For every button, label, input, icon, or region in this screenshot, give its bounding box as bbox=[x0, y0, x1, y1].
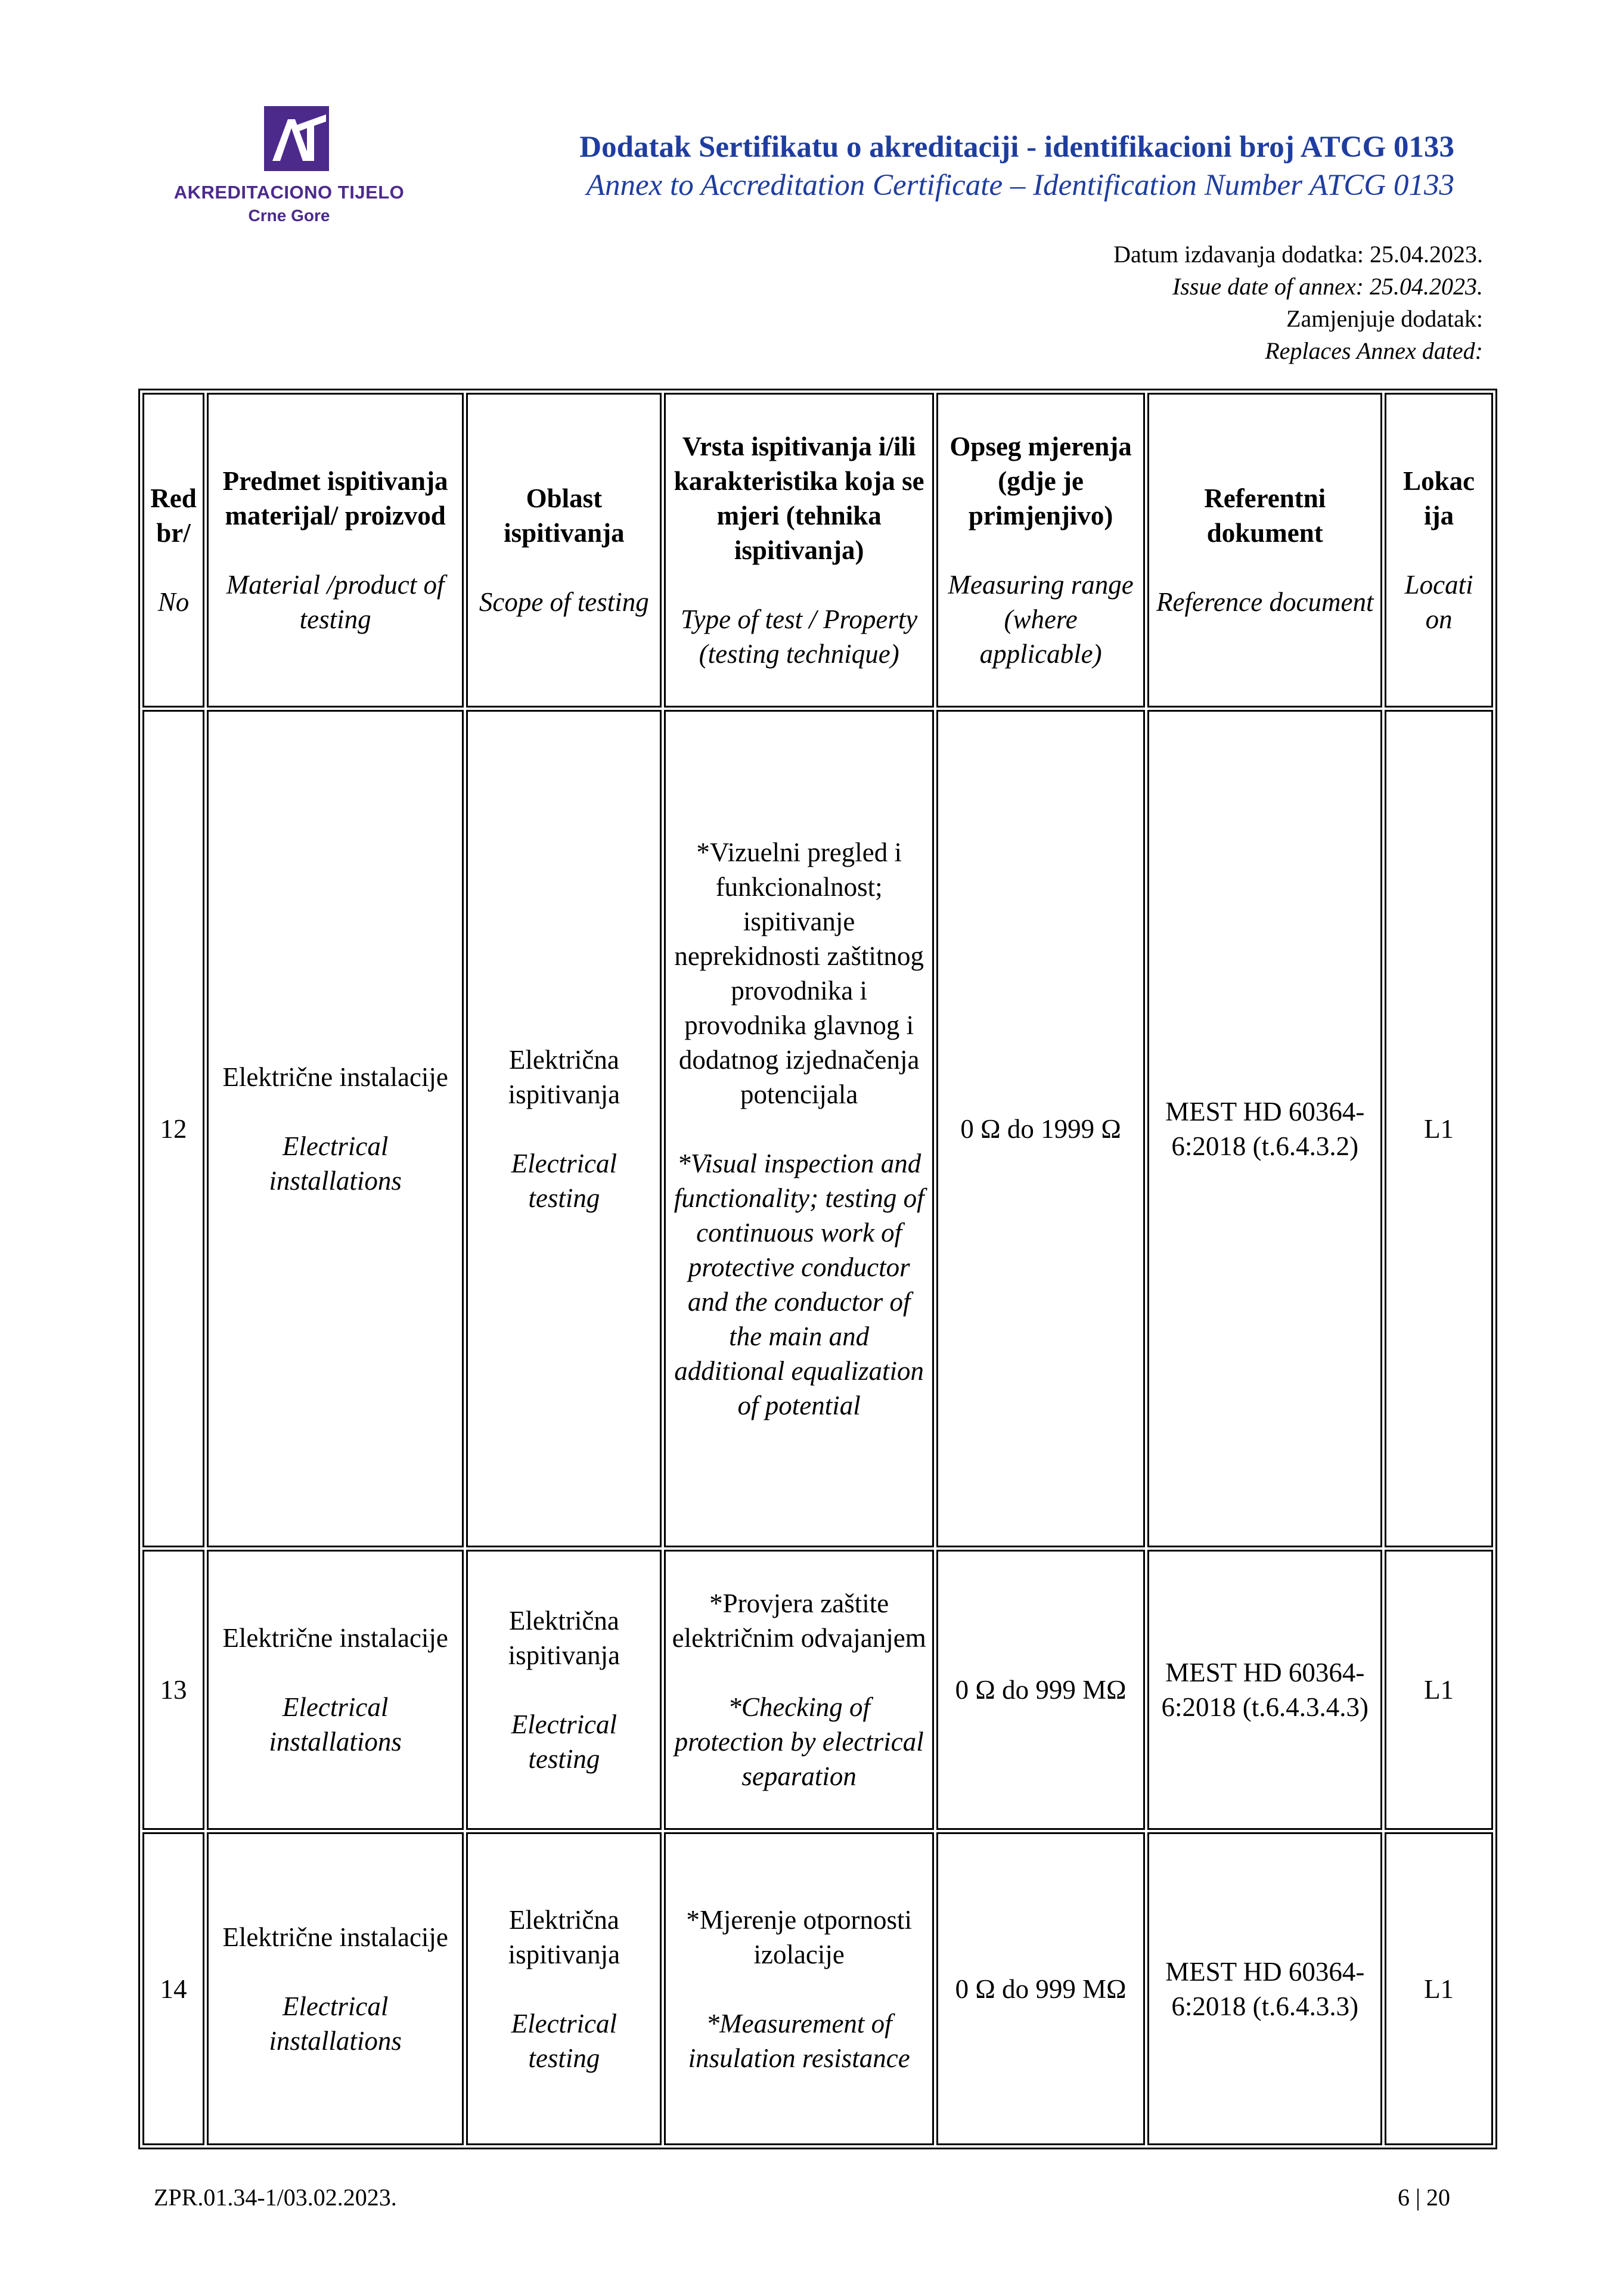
replaces-label: Zamjenjuje dodatak: bbox=[1286, 305, 1483, 332]
measuring-range-cell: 0 Ω do 999 MΩ bbox=[936, 1550, 1145, 1830]
accreditation-scope-table bbox=[138, 389, 1497, 2149]
reference-cell: MEST HD 60364-6:2018 (t.6.4.3.4.3) bbox=[1147, 1550, 1382, 1830]
form-code: ZPR.01.34-1/03.02.2023. bbox=[154, 2184, 397, 2211]
header-material: Predmet ispitivanja materijal/ proizvod Material /product of testing bbox=[207, 393, 464, 708]
header-type: Vrsta ispitivanja i/ili karakteristika koja se mjeri (tehnika ispitivanja) Type of test / Property (testing technique) bbox=[664, 393, 933, 708]
reference-cell: MEST HD 60364-6:2018 (t.6.4.3.2) bbox=[1147, 710, 1382, 1547]
row-number: 13 bbox=[142, 1550, 204, 1830]
scope-cell: Električna ispitivanja Electrical testing bbox=[466, 1832, 662, 2145]
scope-cell: Električna ispitivanja Electrical testing bbox=[466, 1550, 662, 1830]
row-number: 12 bbox=[142, 710, 204, 1547]
test-type-cell: *Mjerenje otpornosti izolacije *Measurement of insulation resistance bbox=[664, 1832, 933, 2145]
location-cell: L1 bbox=[1385, 1832, 1493, 2145]
accreditation-body-logo bbox=[161, 101, 417, 238]
measuring-range-cell: 0 Ω do 999 MΩ bbox=[936, 1832, 1145, 2145]
page-number: 6 | 20 bbox=[1397, 2184, 1450, 2211]
at-logo-icon bbox=[259, 101, 334, 176]
header-scope: Oblast ispitivanja Scope of testing bbox=[466, 393, 662, 708]
test-type-cell: *Vizuelni pregled i funkcionalnost; ispitivanje neprekidnosti zaštitnog provodnika i provodnika glavnog i dodatnog izjednačenja potencijala *Visual inspection and functionality; testing of continuous work of protective conductor and the conductor of the main and additional equalization of potential bbox=[664, 710, 933, 1547]
scope-cell: Električna ispitivanja Electrical testing bbox=[466, 710, 662, 1547]
table-header-row bbox=[142, 393, 1493, 708]
issue-meta bbox=[1113, 238, 1483, 367]
material-cell: Električne instalacije Electrical installations bbox=[207, 1832, 464, 2145]
logo-title: AKREDITACIONO TIJELO bbox=[173, 182, 405, 203]
issue-date-label: Datum izdavanja dodatka: 25.04.2023. bbox=[1113, 241, 1483, 268]
measuring-range-cell: 0 Ω do 1999 Ω bbox=[936, 710, 1145, 1547]
reference-cell: MEST HD 60364-6:2018 (t.6.4.3.3) bbox=[1147, 1832, 1382, 2145]
row-number: 14 bbox=[142, 1832, 204, 2145]
material-cell: Električne instalacije Electrical installations bbox=[207, 710, 464, 1547]
header-reference: Referentni dokument Reference document bbox=[1147, 393, 1382, 708]
document-title: Dodatak Sertifikatu o akreditaciji - identifikacioni broj ATCG 0133 bbox=[579, 131, 1454, 164]
document-subtitle: Annex to Accreditation Certificate – Identification Number ATCG 0133 bbox=[586, 169, 1454, 202]
material-cell: Električne instalacije Electrical installations bbox=[207, 1550, 464, 1830]
header-location: Lokac ija Locati on bbox=[1385, 393, 1493, 708]
logo-subtitle: Crne Gore bbox=[248, 206, 330, 225]
table-row bbox=[142, 1550, 1493, 1830]
location-cell: L1 bbox=[1385, 1550, 1493, 1830]
location-cell: L1 bbox=[1385, 710, 1493, 1547]
table-row bbox=[142, 1832, 1493, 2145]
header-range: Opseg mjerenja (gdje je primjenjivo) Measuring range (where applicable) bbox=[936, 393, 1145, 708]
table-row bbox=[142, 710, 1493, 1547]
test-type-cell: *Provjera zaštite električnim odvajanjem *Checking of protection by electrical separation bbox=[664, 1550, 933, 1830]
header-no: Red br/ No bbox=[142, 393, 204, 708]
document-title-block bbox=[579, 128, 1454, 204]
issue-date-label-en: Issue date of annex: 25.04.2023. bbox=[1172, 273, 1483, 300]
replaces-label-en: Replaces Annex dated: bbox=[1265, 337, 1483, 364]
